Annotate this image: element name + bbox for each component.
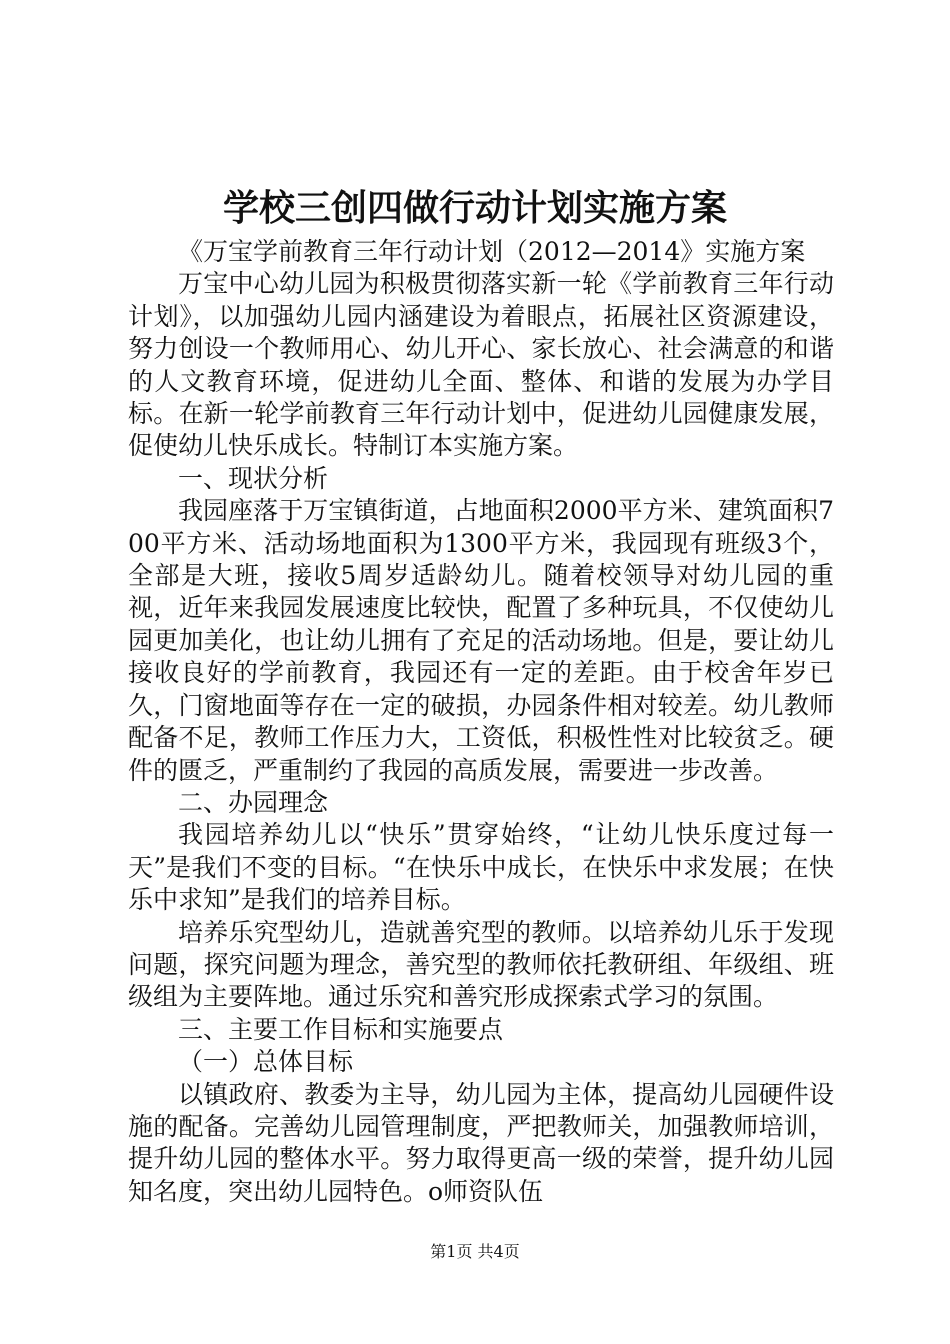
section-heading: 三、主要工作目标和实施要点 (178, 1014, 504, 1044)
subtitle-paragraph: 《万宝学前教育三年行动计划（2012—2014》实施方案 (178, 237, 806, 266)
body-paragraph: 我园座落于万宝镇街道，占地面积2000平方米、建筑面积700平方米、活动场地面积为1300平方米，我园现有班级3个，全部是大班，接收5周岁适龄幼儿。随着校领导对幼儿园的重视，近年来我园发展速度比较快，配置了多种玩具，不仅使幼儿园更加美化，也让幼儿拥有了充足的活动场地。但是，要让幼儿接收良好的学前教育，我园还有一定的差距。由于校舍年岁已久，门窗地面等存在一定的破损，办园条件相对较差。幼儿教师配备不足，教师工作压力大，工资低，积极性性对比较贫乏。硬件的匮乏，严重制约了我园的高质发展，需要进一步改善。 (128, 496, 834, 785)
body-paragraph: 万宝中心幼儿园为积极贯彻落实新一轮《学前教育三年行动计划》，以加强幼儿园内涵建设为着眼点，拓展社区资源建设，努力创设一个教师用心、幼儿开心、家长放心、社会满意的和谐的人文教育环境，促进幼儿全面、整体、和谐的发展为办学目标。在新一轮学前教育三年行动计划中，促进幼儿园健康发展，促使幼儿快乐成长。特制订本实施方案。 (128, 269, 834, 461)
subsection-heading: （一）总体目标 (178, 1047, 354, 1077)
section-heading: 一、现状分析 (178, 463, 329, 493)
document-body (128, 236, 834, 1208)
body-paragraph: 以镇政府、教委为主导，幼儿园为主体，提高幼儿园硬件设施的配备。完善幼儿园管理制度，严把教师关，加强教师培训，提升幼儿园的整体水平。努力取得更高一级的荣誉，提升幼儿园知名度，突出幼儿园特色。o师资队伍 (128, 1079, 834, 1206)
body-paragraph: 我园培养幼儿以“快乐”贯穿始终，“让幼儿快乐度过每一天”是我们不变的目标。“在快乐中成长，在快乐中求发展；在快乐中求知”是我们的培养目标。 (128, 820, 834, 915)
body-paragraph: 培养乐究型幼儿，造就善究型的教师。以培养幼儿乐于发现问题，探究问题为理念，善究型的教师依托教研组、年级组、班级组为主要阵地。通过乐究和善究形成探索式学习的氛围。 (128, 917, 834, 1012)
document-title: 学校三创四做行动计划实施方案 (222, 187, 727, 229)
section-heading: 二、办园理念 (178, 787, 329, 817)
page-number-footer: 第1页 共4页 (430, 1242, 520, 1261)
